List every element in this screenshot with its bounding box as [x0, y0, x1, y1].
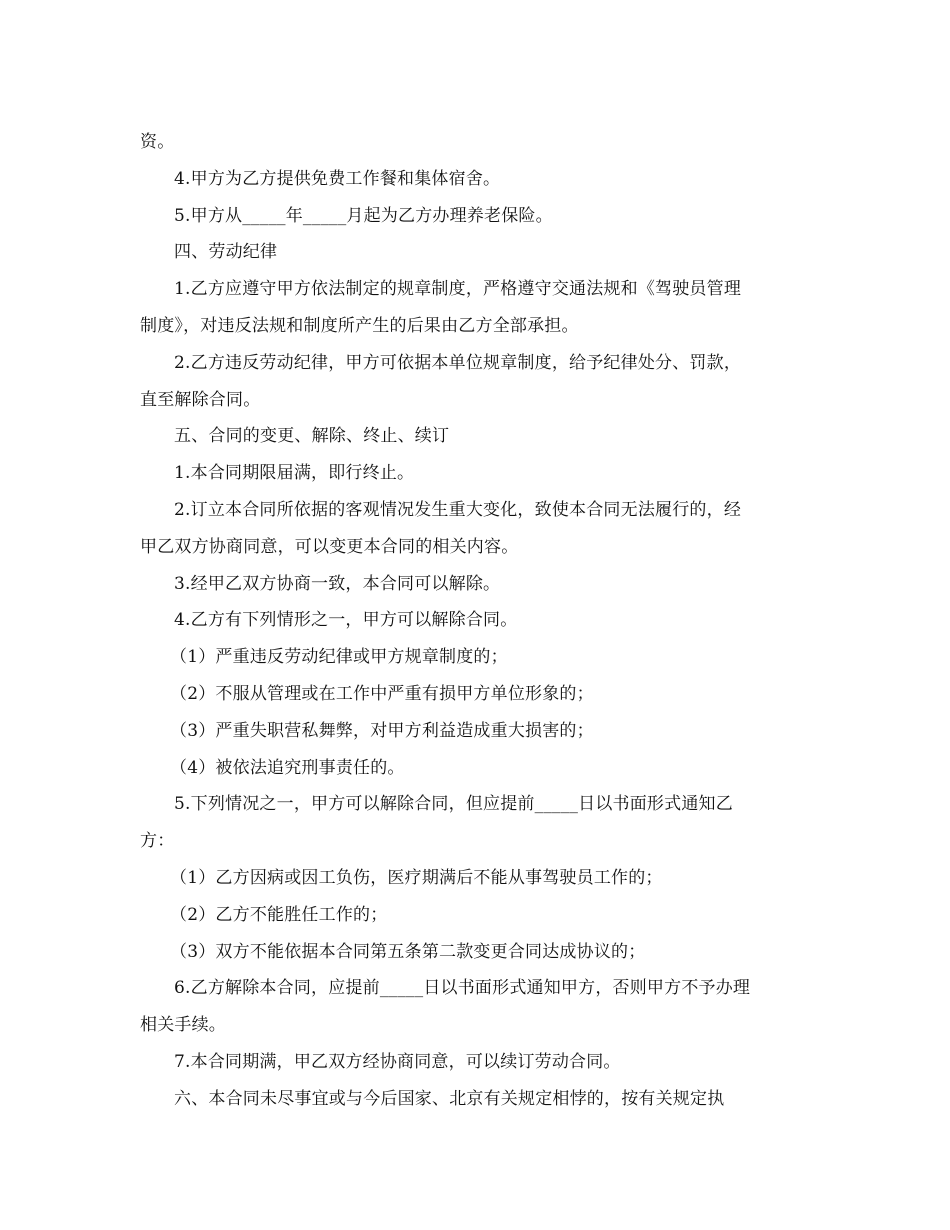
text-line: 制度》，对违反法规和制度所产生的后果由乙方全部承担。	[140, 315, 579, 336]
clause-item: 1.乙方应遵守甲方依法制定的规章制度，严格遵守交通法规和《驾驶员管理	[174, 279, 742, 300]
section-heading: 四、劳动纪律	[174, 242, 278, 263]
sub-clause-item: （2）乙方不能胜任工作的；	[170, 904, 388, 925]
text-line: 方：	[140, 831, 175, 852]
text-line: 直至解除合同。	[140, 389, 261, 410]
clause-item: 4.甲方为乙方提供免费工作餐和集体宿舍。	[174, 168, 501, 189]
sub-clause-item: （3）严重失职营私舞弊，对甲方利益造成重大损害的；	[170, 720, 594, 741]
clause-item: 7.本合同期满，甲乙双方经协商同意，可以续订劳动合同。	[174, 1051, 621, 1072]
text-line: 资。	[140, 132, 175, 152]
clause-item: 1.本合同期限届满，即行终止。	[174, 463, 415, 484]
sub-clause-item: （1）乙方因病或因工负伤，医疗期满后不能从事驾驶员工作的；	[170, 867, 663, 888]
document-body	[140, 124, 812, 1118]
text-line: 甲乙双方协商同意，可以变更本合同的相关内容。	[140, 536, 519, 557]
sub-clause-item: （4）被依法追究刑事责任的。	[170, 757, 405, 778]
clause-item: 2.乙方违反劳动纪律，甲方可依据本单位规章制度，给予纪律处分、罚款，	[174, 352, 742, 373]
clause-item: 5.甲方从_____年_____月起为乙方办理养老保险。	[174, 205, 553, 226]
clause-item: 2.订立本合同所依据的客观情况发生重大变化，致使本合同无法履行的，经	[174, 499, 742, 520]
clause-item: 4.乙方有下列情形之一，甲方可以解除合同。	[174, 610, 518, 631]
clause-item: 6.乙方解除本合同，应提前_____日以书面形式通知甲方，否则甲方不予办理	[174, 978, 751, 999]
section-heading: 五、合同的变更、解除、终止、续订	[174, 426, 450, 447]
sub-clause-item: （3）双方不能依据本合同第五条第二款变更合同达成协议的；	[170, 941, 646, 962]
clause-item: 3.经甲乙双方协商一致，本合同可以解除。	[174, 573, 501, 594]
text-line: 相关手续。	[140, 1015, 226, 1036]
sub-clause-item: （2）不服从管理或在工作中严重有损甲方单位形象的；	[170, 683, 594, 704]
clause-item: 5.下列情况之一，甲方可以解除合同，但应提前_____日以书面形式通知乙	[174, 794, 733, 815]
section-heading: 六、本合同未尽事宜或与今后国家、北京有关规定相悖的，按有关规定执	[174, 1088, 725, 1109]
sub-clause-item: （1）严重违反劳动纪律或甲方规章制度的；	[170, 647, 508, 668]
